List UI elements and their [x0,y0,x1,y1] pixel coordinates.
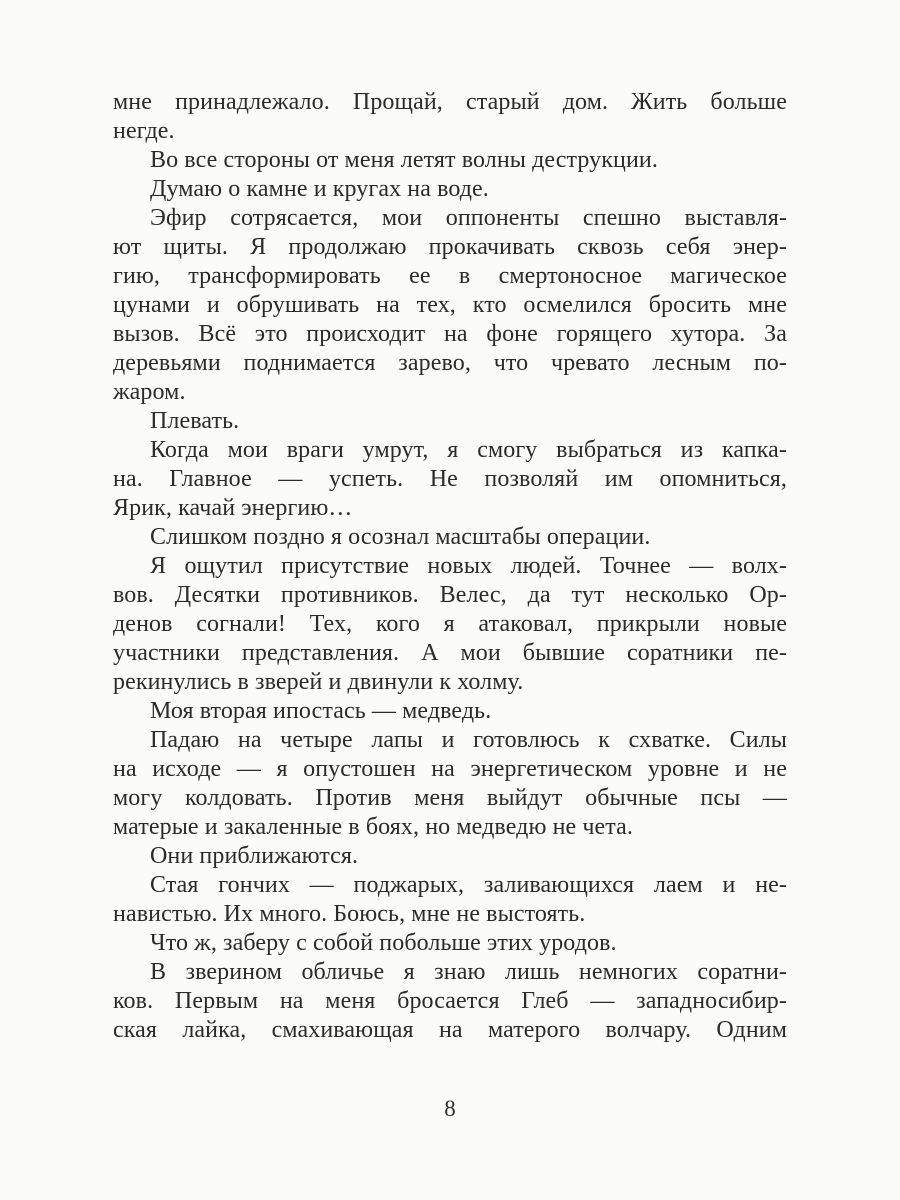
text-line: Когда мои враги умрут, я смогу выбраться из капка- [150,437,787,463]
text-line: рекинулись в зверей и двинули к холму. [113,669,524,695]
text-column [113,88,787,1045]
text-line: вызов. Всё это происходит на фоне горящего хутора. За [113,321,787,347]
text-line: Ярик, качай энергию… [113,495,353,521]
text-line: вов. Десятки противников. Велес, да тут несколько Ор- [113,582,787,608]
text-line: Думаю о камне и кругах на воде. [150,176,489,202]
text-line: гию, трансформировать ее в смертоносное магическое [113,263,787,289]
text-line: Во все стороны от меня летят волны деструкции. [150,147,658,173]
text-line: на. Главное — успеть. Не позволяй им опомниться, [113,466,787,492]
text-line: Плевать. [150,408,240,434]
text-line: Они приближаются. [150,843,359,869]
page-number: 8 [444,1096,456,1121]
text-line: Эфир сотрясается, мои оппоненты спешно выставля- [150,205,787,231]
text-line: Я ощутил присутствие новых людей. Точнее — волх- [150,553,787,579]
text-line: могу колдовать. Против меня выйдут обычные псы — [113,785,787,811]
text-line: жаром. [113,379,186,405]
text-line: Моя вторая ипостась — медведь. [150,698,492,724]
text-line: Что ж, заберу с собой побольше этих уродов. [150,930,617,956]
text-line: на исходе — я опустошен на энергетическом уровне и не [113,756,787,782]
text-line: негде. [113,118,175,144]
text-line: В зверином обличье я знаю лишь немногих соратни- [150,959,787,985]
text-line: деревьями поднимается зарево, что чревато лесным по- [113,350,787,376]
text-line: мне принадлежало. Прощай, старый дом. Жить больше [113,89,787,115]
text-line: цунами и обрушивать на тех, кто осмелился бросить мне [113,292,787,318]
text-line: Падаю на четыре лапы и готовлюсь к схватке. Силы [150,727,787,753]
text-line: ков. Первым на меня бросается Глеб — западносибир- [113,988,787,1014]
text-line: навистью. Их много. Боюсь, мне не выстоять. [113,901,586,927]
text-line: ская лайка, смахивающая на матерого волчару. Одним [113,1017,787,1043]
text-line: ют щиты. Я продолжаю прокачивать сквозь себя энер- [113,234,787,260]
text-line: матерые и закаленные в боях, но медведю не чета. [113,814,634,840]
text-line: Стая гончих — поджарых, заливающихся лаем и не- [150,872,787,898]
text-line: Слишком поздно я осознал масштабы операции. [150,524,651,550]
text-line: участники представления. А мои бывшие соратники пе- [113,640,787,666]
text-line: денов согнали! Тех, кого я атаковал, прикрыли новые [113,611,787,637]
